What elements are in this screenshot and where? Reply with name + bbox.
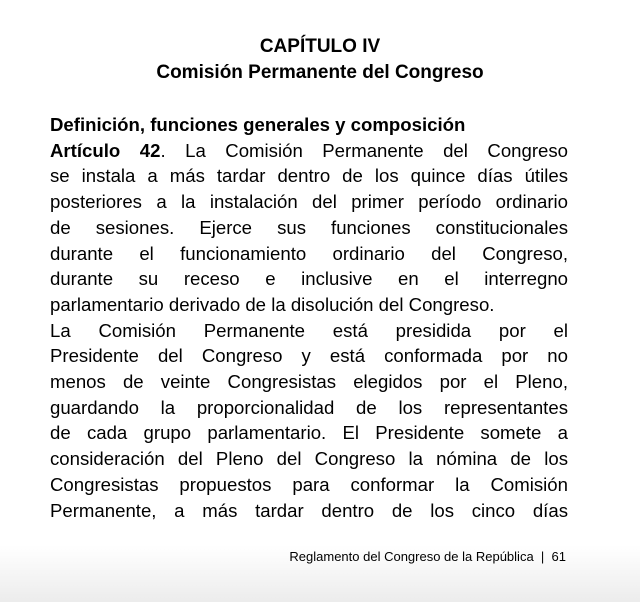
section-heading: Definición, funciones generales y composición (50, 114, 466, 135)
text-span: . La Comisión Permanente del Congreso (160, 139, 569, 161)
text-line: menos de veinte Congresistas elegidos por el Pleno, (50, 371, 568, 393)
text-line: Permanente, a más tardar dentro de los cinco días (50, 499, 568, 521)
page-footer (289, 549, 566, 564)
text-line (50, 138, 568, 164)
footer-separator: | (540, 549, 545, 564)
chapter-number: CAPÍTULO IV (259, 36, 381, 57)
text-line: posteriores a la instalación del primer período ordinario (50, 191, 568, 213)
text-line: parlamentario derivado de la disolución del Congreso. (50, 293, 495, 315)
document-body (50, 112, 568, 523)
text-line: La Comisión Permanente está presidida por el (50, 319, 568, 341)
footer-text: Reglamento del Congreso de la República (289, 549, 534, 564)
text-line: Congresistas propuestos para conformar la Comisión (50, 473, 568, 495)
text-line: de cada grupo parlamentario. El Presidente somete a (50, 422, 568, 444)
text-line: durante su receso e inclusive en el interregno (50, 268, 568, 290)
text-line: guardando la proporcionalidad de los representantes (50, 396, 568, 418)
text-line: de sesiones. Ejerce sus funciones constitucionales (50, 216, 568, 238)
text-line: se instala a más tardar dentro de los quince días útiles (50, 165, 568, 187)
chapter-title: Comisión Permanente del Congreso (156, 62, 484, 83)
page-number: 61 (551, 549, 566, 564)
text-line: Presidente del Congreso y está conformada por no (50, 345, 568, 367)
article-label: Artículo 42 (50, 139, 161, 161)
text-line: consideración del Pleno del Congreso la nómina de los (50, 448, 568, 470)
text-line: durante el funcionamiento ordinario del Congreso, (50, 242, 568, 264)
